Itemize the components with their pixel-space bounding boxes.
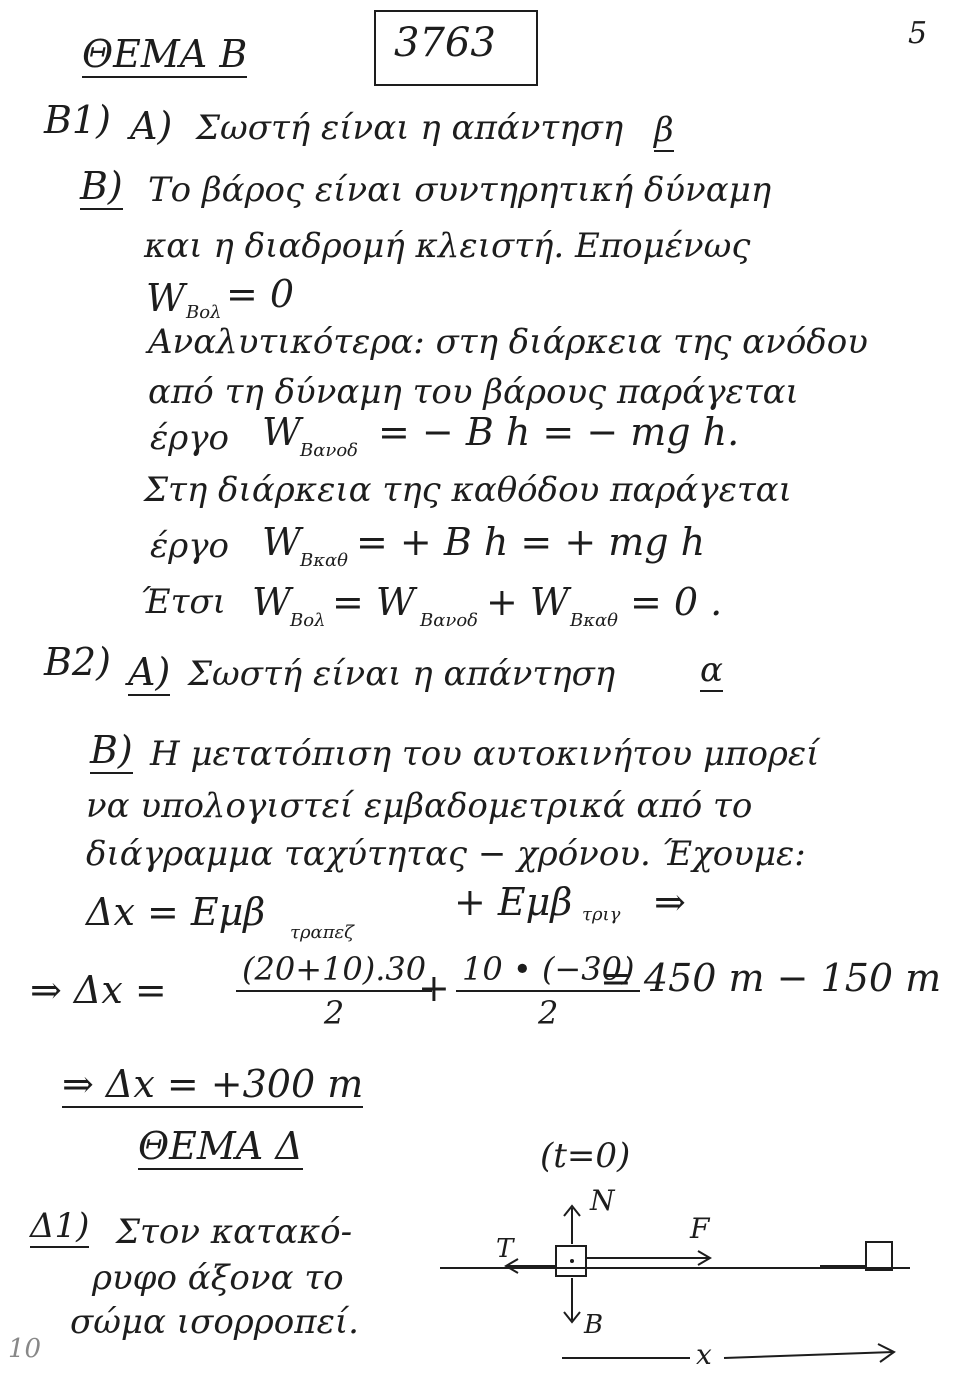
w-bol-equation: = 0 <box>226 272 295 316</box>
b2-line-3: διάγραμμα ταχύτητας − χρόνου. Έχουμε: <box>86 834 806 874</box>
friction-label: T <box>496 1234 514 1264</box>
b2-a-text: Σωστή είναι η απάντηση <box>188 654 616 694</box>
b2-eq1-sub1: τραπεζ <box>290 922 354 943</box>
weight-label: B <box>584 1310 604 1340</box>
w-total-sub1: Bολ <box>290 610 326 631</box>
w-bol-subscript: Bολ <box>186 302 222 323</box>
b1-a-text: Σωστή είναι η απάντηση <box>196 108 624 148</box>
b1-line-2: και η διαδρομή κλειστή. Επομένως <box>144 226 751 266</box>
w-kath-equation: = + B h = + mg h <box>356 520 706 564</box>
w-total-plus: + W <box>486 580 569 624</box>
b1-line-1: Το βάρος είναι συντηρητική δύναμη <box>148 170 772 210</box>
b2-eq1-arrow: ⇒ <box>654 880 686 924</box>
normal-force-label: N <box>590 1184 615 1217</box>
final-position-block <box>866 1242 892 1270</box>
w-total-end: = 0 . <box>630 580 723 624</box>
b2-b-label: Β) <box>90 728 133 772</box>
b2-a-answer: α <box>700 650 723 690</box>
applied-force-label: F <box>690 1212 710 1245</box>
w-total-sub3: Bκαθ <box>570 610 619 631</box>
displacement-label: x <box>696 1338 712 1371</box>
w-kath-symbol: W <box>262 520 302 564</box>
b2-eq1-plus: + Εμβ <box>454 880 573 924</box>
code-number: 3763 <box>394 20 496 66</box>
fraction-trapezoid-denominator: 2 <box>323 994 345 1032</box>
theme-d-title: ΘΕΜΑ Δ <box>138 1124 303 1168</box>
corner-mark: 10 <box>8 1334 42 1364</box>
b2-eq1-left: Δx = Εμβ <box>86 890 266 934</box>
body-center-point <box>570 1259 574 1263</box>
b2-eq2-left: ⇒ Δx = <box>30 968 167 1012</box>
w-total-symbol: W <box>252 580 292 624</box>
b2-a-label: Α) <box>128 650 171 694</box>
b1-a-label: Α) <box>130 104 173 148</box>
d1-label: Δ1) <box>30 1206 90 1246</box>
b1-a-answer: β <box>654 110 674 150</box>
b1-etsi: Έτσι <box>140 582 226 622</box>
b1-label: Β1) <box>44 98 111 142</box>
b2-eq2-right: = 450 m − 150 m <box>600 956 942 1000</box>
fraction-triangle-numerator: 10 • (−30) <box>456 950 640 992</box>
w-total-sub2: Bανοδ <box>420 610 478 631</box>
w-total-mid: = W <box>332 580 415 624</box>
fraction-trapezoid-numerator: (20+10).30 <box>236 950 432 992</box>
time-label: (t=0) <box>540 1136 631 1176</box>
b1-line-kathodou: Στη διάρκεια της καθόδου παράγεται <box>144 470 792 510</box>
fraction-triangle-denominator: 2 <box>538 994 559 1032</box>
b2-line-1: Η μετατόπιση του αυτοκινήτου μπορεί <box>150 734 820 774</box>
b1-b-label: Β) <box>80 164 123 208</box>
b2-result: ⇒ Δx = +300 m <box>62 1062 364 1106</box>
w-anod-equation: = − B h = − mg h. <box>378 410 740 454</box>
w-symbol: W <box>146 276 186 320</box>
page-number: 5 <box>908 16 928 51</box>
b1-line-apo: από τη δύναμη του βάρους παράγεται <box>148 372 799 412</box>
b1-line-analytika: Αναλυτικότερα: στη διάρκεια της ανόδου <box>148 322 868 362</box>
b2-eq2-plus: + <box>418 966 450 1010</box>
b2-eq1-sub2: τριγ <box>582 904 621 925</box>
d1-line-1: Στον κατακό- <box>116 1212 353 1252</box>
d1-line-3: σώμα ισορροπεί. <box>70 1302 359 1342</box>
b1-ergo-2: έργο <box>150 526 230 566</box>
b1-ergo-1: έργο <box>150 418 230 458</box>
displacement-line-right <box>724 1352 892 1358</box>
w-kath-subscript: Bκαθ <box>300 550 349 571</box>
b2-line-2: να υπολογιστεί εμβαδομετρικά από το <box>86 786 753 826</box>
b2-label: Β2) <box>44 640 111 684</box>
w-anod-symbol: W <box>262 410 302 454</box>
d1-line-2: ρυφο άξονα το <box>92 1258 344 1298</box>
theme-b-title: ΘΕΜΑ Β <box>82 32 248 76</box>
w-anod-subscript: Bανοδ <box>300 440 358 461</box>
